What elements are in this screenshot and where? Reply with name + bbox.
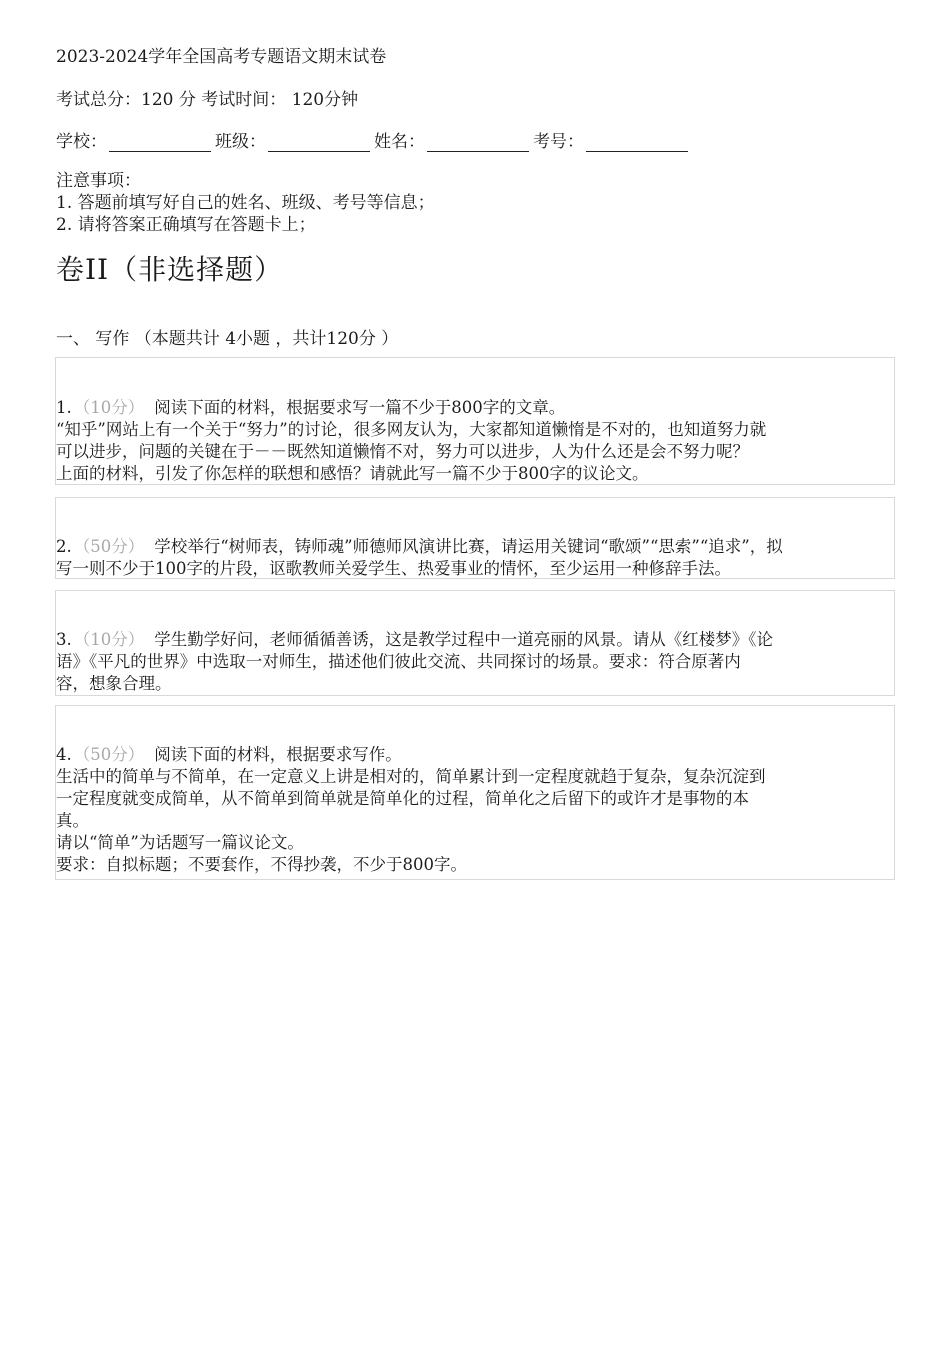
school-label: 学校：: [56, 132, 107, 152]
exam-number-blank[interactable]: [586, 133, 688, 152]
class-label: 班级：: [215, 132, 266, 152]
question-text: 语》《平凡的世界》中选取一对师生，描述他们彼此交流、共同探讨的场景。要求：符合原著内: [56, 652, 741, 671]
question-text: 容，想象合理。: [56, 674, 172, 693]
name-blank[interactable]: [427, 133, 529, 152]
note-item: 1. 答题前填写好自己的姓名、班级、考号等信息；: [56, 193, 435, 213]
question-score: （10分）: [73, 398, 145, 417]
exam-title: 2023-2024学年全国高考专题语文期末试卷: [56, 47, 387, 67]
question-text: 学校举行“树师表，铸师魂”师德师风演讲比赛，请运用关键词“歌颂”“思索”“追求”，拟: [154, 537, 783, 556]
section-title: 一、 写作 （本题共计 4小题 ，共计120分 ）: [56, 329, 399, 349]
student-info-fields: [56, 127, 692, 152]
notes-block: [56, 170, 435, 236]
question-text: 生活中的简单与不简单，在一定意义上讲是相对的，简单累计到一定程度就趋于复杂，复杂沉淀到: [56, 767, 766, 786]
notes-heading: 注意事项：: [56, 171, 141, 191]
question-text: 要求：自拟标题；不要套作，不得抄袭，不少于800字。: [56, 855, 467, 874]
question-number: 3.: [56, 630, 72, 649]
class-blank[interactable]: [268, 133, 370, 152]
question-text: 阅读下面的材料，根据要求写作。: [154, 745, 402, 764]
question-2: [55, 497, 895, 579]
question-text: 阅读下面的材料，根据要求写一篇不少于800字的文章。: [154, 398, 566, 417]
exam-info: 考试总分：120 分 考试时间： 120分钟: [56, 90, 359, 110]
question-number: 2.: [56, 537, 72, 556]
exam-number-label: 考号：: [533, 132, 584, 152]
question-text: 上面的材料，引发了你怎样的联想和感悟？请就此写一篇不少于800字的议论文。: [56, 464, 649, 483]
question-3: [55, 590, 895, 696]
question-text: 请以“简单”为话题写一篇议论文。: [56, 833, 304, 852]
school-blank[interactable]: [109, 133, 211, 152]
question-score: （50分）: [73, 537, 145, 556]
question-number: 4.: [56, 745, 72, 764]
question-text: “知乎”网站上有一个关于“努力”的讨论，很多网友认为，大家都知道懒惰是不对的，也知道努力就: [56, 420, 767, 439]
question-text: 写一则不少于100字的片段，讴歌教师关爱学生、热爱事业的情怀，至少运用一种修辞手法。: [56, 559, 731, 578]
question-1: [55, 357, 895, 485]
question-number: 1.: [56, 398, 72, 417]
question-text: 真。: [56, 811, 89, 830]
name-label: 姓名：: [374, 132, 425, 152]
question-text: 学生勤学好问，老师循循善诱，这是教学过程中一道亮丽的风景。请从《红楼梦》《论: [154, 630, 773, 649]
question-text: 一定程度就变成简单，从不简单到简单就是简单化的过程，简单化之后留下的或许才是事物的本: [56, 789, 749, 808]
question-score: （50分）: [73, 745, 145, 764]
question-score: （10分）: [73, 630, 145, 649]
note-item: 2. 请将答案正确填写在答题卡上；: [56, 215, 316, 235]
volume-title: 卷II（非选择题）: [56, 253, 284, 286]
question-4: [55, 705, 895, 880]
question-text: 可以进步，问题的关键在于－－既然知道懒惰不对，努力可以进步，人为什么还是会不努力呢？: [56, 442, 749, 461]
